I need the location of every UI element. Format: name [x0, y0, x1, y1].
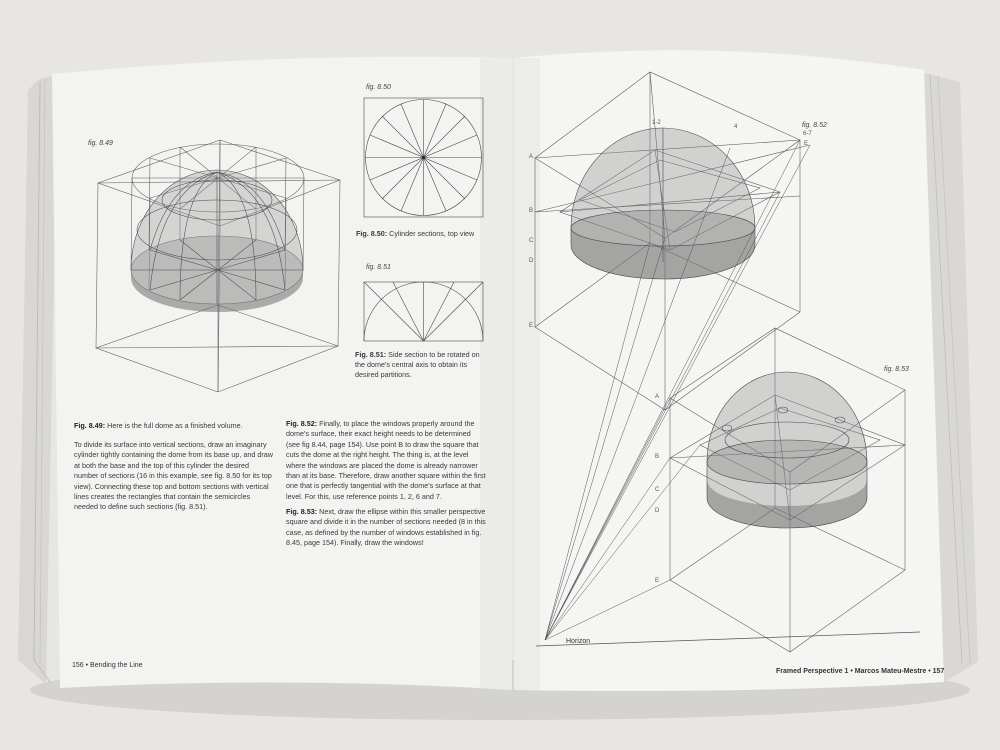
right-footer: Framed Perspective 1 • Marcos Mateu-Mestre • 157: [776, 668, 945, 675]
paragraph-divide: To divide its surface into vertical sections, draw an imaginary cylinder tightly containing the dome from its base up, and draw at both the base and the top of this cylinder the desired number of sections (16 in this example, see fig. 8.50 for its top view). Connecting these top and bottom sections with vertical lines creates the rectangles that contain the semicircles needed to define such sections (fig. 8.51).: [74, 440, 273, 512]
paragraph-853-text: Next, draw the ellipse within this smaller perspective square and divide it in the number of sections needed (8 in this case, as defined by the number of windows established in fig. 8.45, page 154). Finally, draw the windows!: [286, 507, 486, 548]
fig-851-caption: [355, 350, 487, 380]
point-c-852: C: [529, 238, 534, 244]
paragraph-852-text: Finally, to place the windows properly around the dome's surface, their exact height needs to be determined (see fig 8.44, page 154). Use point B to draw the square that cuts the dome at the right height. The thing is, at the level where the windows are placed the dome is already narrower than at its base. Therefore, draw another square within the first one that is perfectly tangential with the dome's surface at that level. For this, use reference points 1, 2, 6 and 7.: [286, 419, 486, 501]
fig-850-caption-bold: Fig. 8.50:: [356, 229, 388, 238]
paragraph-852-bold: Fig. 8.52:: [286, 419, 318, 428]
point-a-853: A: [655, 394, 660, 400]
point-d-852: D: [529, 258, 534, 264]
fig-853-label: fig. 8.53: [884, 366, 909, 373]
fig-850-caption: [356, 229, 496, 239]
point-b-852: B: [529, 208, 534, 214]
paragraph-849-text: Here is the full dome as a finished volume.: [107, 421, 243, 430]
fig-850-label: fig. 8.50: [366, 84, 391, 91]
point-a-852: A: [529, 154, 534, 160]
point-6-7: 6-7: [803, 131, 812, 137]
paragraph-849: [74, 421, 274, 431]
point-e-top: E: [804, 141, 809, 147]
point-4: 4: [734, 124, 738, 130]
point-d-853: D: [655, 508, 660, 514]
left-footer: 156 • Bending the Line: [72, 662, 143, 669]
fig-849-label: fig. 8.49: [88, 140, 113, 147]
paragraph-853: [286, 507, 486, 549]
horizon-label: Horizon: [566, 638, 591, 645]
fig-851-caption-text: Side section to be rotated on the dome's central axis to obtain its desired partitions.: [355, 350, 480, 379]
fig-852-label: fig. 8.52: [802, 122, 827, 129]
paragraph-853-bold: Fig. 8.53:: [286, 507, 318, 516]
paragraph-849-bold: Fig. 8.49:: [74, 421, 106, 430]
point-c-853: C: [655, 487, 660, 493]
fig-851-label: fig. 8.51: [366, 264, 391, 271]
point-b-853: B: [655, 454, 660, 460]
point-1-2: 1-2: [652, 120, 661, 126]
point-e-853: E: [655, 578, 660, 584]
right-page: [514, 50, 944, 691]
paragraph-852: [286, 419, 486, 502]
point-e-852: E: [529, 323, 534, 329]
fig-851-caption-bold: Fig. 8.51:: [355, 350, 387, 359]
fig-850-caption-text: Cylinder sections, top view: [389, 229, 475, 238]
